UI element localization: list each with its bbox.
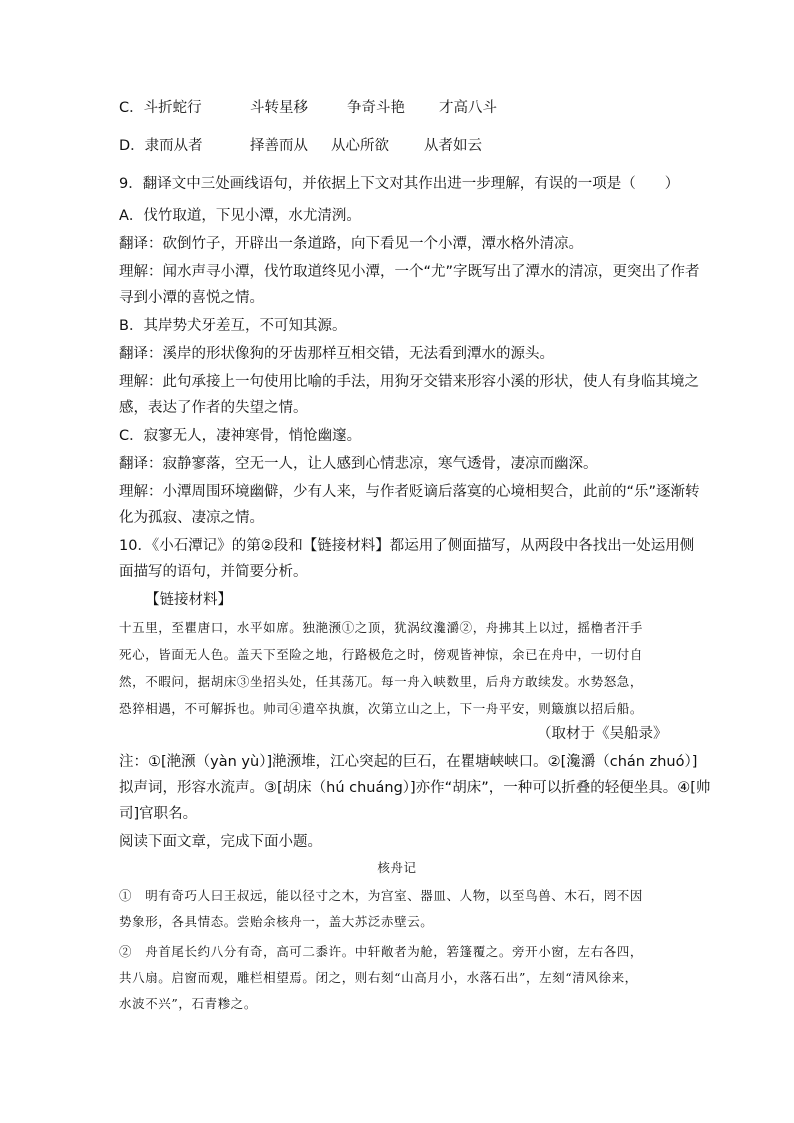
reading-para1-line-1: ① 明有奇巧人曰王叔远，能以径寸之木，为宫室、器皿、人物，以至鸟兽、木石，罔不因 [119, 888, 644, 903]
q9-b-translation: 翻译：溪岸的形状像狗的牙齿那样互相交错，无法看到潭水的源头。 [119, 346, 554, 362]
notes-line-1: 注：①[滟滪（yàn yù）]滟滪堆，江心突起的巨石，在瞿塘峡峡口。②[瀺灂（chán zhuó）] [119, 754, 698, 770]
reading-para1-line-2: 势象形，各具情态。尝贻余核舟一，盖大苏泛赤壁云。 [119, 914, 434, 929]
q9-a-title: A．伐竹取道，下见小潭，水尤清洌。 [119, 208, 361, 224]
q10-stem-2: 面描写的语句，并简要分析。 [119, 564, 308, 580]
q9-stem: 9．翻译文中三处画线语句，并依据上下文对其作出进一步理解，有误的一项是（ ） [119, 176, 680, 192]
option-d-item-3: 从心所欲 [331, 138, 389, 154]
reading-title: 核舟记 [377, 860, 417, 875]
q9-c-title: C．寂寥无人，凄神寒骨，悄怆幽邃。 [119, 428, 362, 444]
link-material-label: 【链接材料】 [145, 592, 232, 608]
option-d-item-4: 从者如云 [424, 138, 482, 154]
q9-b-title: B．其岸势犬牙差互，不可知其源。 [119, 318, 347, 334]
passage-line-4: 恐猝相遇，不可解拆也。帅司④遣卒执旗，次第立山之上，下一舟平安，则簸旗以招后船。 [119, 701, 644, 716]
q9-c-translation: 翻译：寂静寥落，空无一人，让人感到心情悲凉，寒气透骨，凄凉而幽深。 [119, 456, 598, 472]
reading-para2-line-1: ② 舟首尾长约八分有奇，高可二黍许。中轩敞者为舱，箬篷覆之。旁开小窗，左右各四， [119, 944, 644, 959]
passage-source: （取材于《吴船录》 [537, 726, 668, 742]
option-d-label: D． [119, 138, 145, 154]
option-c-item-4: 才高八斗 [439, 100, 497, 116]
option-c-item-2: 斗转星移 [250, 100, 308, 116]
q9-a-translation: 翻译：砍倒竹子，开辟出一条道路，向下看见一个小潭，潭水格外清凉。 [119, 236, 583, 252]
option-d-item-2: 择善而从 [250, 138, 308, 154]
option-c [119, 98, 497, 118]
q10-stem-1: 10．《小石潭记》的第②段和【链接材料】都运用了侧面描写，从两段中各找出一处运用侧 [119, 538, 695, 554]
passage-line-3: 然，不暇问，据胡床③坐招头处，任其荡兀。每一舟入峡数里，后舟方敢续发。水势怒急， [119, 674, 644, 689]
reading-para2-line-2: 共八扇。启窗而观，雕栏相望焉。闭之，则右刻“山高月小，水落石出”，左刻“清风徐来， [119, 970, 638, 985]
option-d [119, 136, 482, 156]
option-d-item-1: 隶而从者 [144, 138, 203, 154]
reading-instruction: 阅读下面文章，完成下面小题。 [119, 834, 322, 850]
q9-b-understanding-2: 感，表达了作者的失望之情。 [119, 400, 308, 416]
option-c-item-1: 斗折蛇行 [143, 100, 202, 116]
q9-a-understanding-2: 寻到小潭的喜悦之情。 [119, 290, 264, 306]
q9-c-understanding-2: 化为孤寂、凄凉之情。 [119, 510, 264, 526]
notes-line-2: 拟声词，形容水流声。③[胡床（hú chuáng）]亦作“胡床”，一种可以折叠的轻便坐具。④[帅 [119, 780, 711, 796]
q9-c-understanding-1: 理解：小潭周围环境幽僻，少有人来，与作者贬谪后落寞的心境相契合，此前的“乐”逐渐转 [119, 484, 700, 500]
reading-para2-line-3: 水波不兴”，石青糁之。 [119, 996, 257, 1011]
passage-line-2: 死心，皆面无人色。盖天下至险之地，行路极危之时，傍观皆神惊，余已在舟中，一切付自 [119, 647, 644, 662]
passage-line-1: 十五里，至瞿唐口，水平如席。独滟滪①之顶，犹涡纹瀺灂②，舟拂其上以过，摇橹者汗手 [119, 620, 644, 635]
option-c-item-3: 争奇斗艳 [347, 100, 405, 116]
notes-line-3: 司]官职名。 [119, 806, 198, 822]
option-c-label: C． [119, 100, 144, 116]
q9-a-understanding-1: 理解：闻水声寻小潭，伐竹取道终见小潭，一个“尤”字既写出了潭水的清凉，更突出了作者 [119, 264, 700, 280]
q9-b-understanding-1: 理解：此句承接上一句使用比喻的手法，用狗牙交错来形容小溪的形状，使人有身临其境之 [119, 374, 699, 390]
